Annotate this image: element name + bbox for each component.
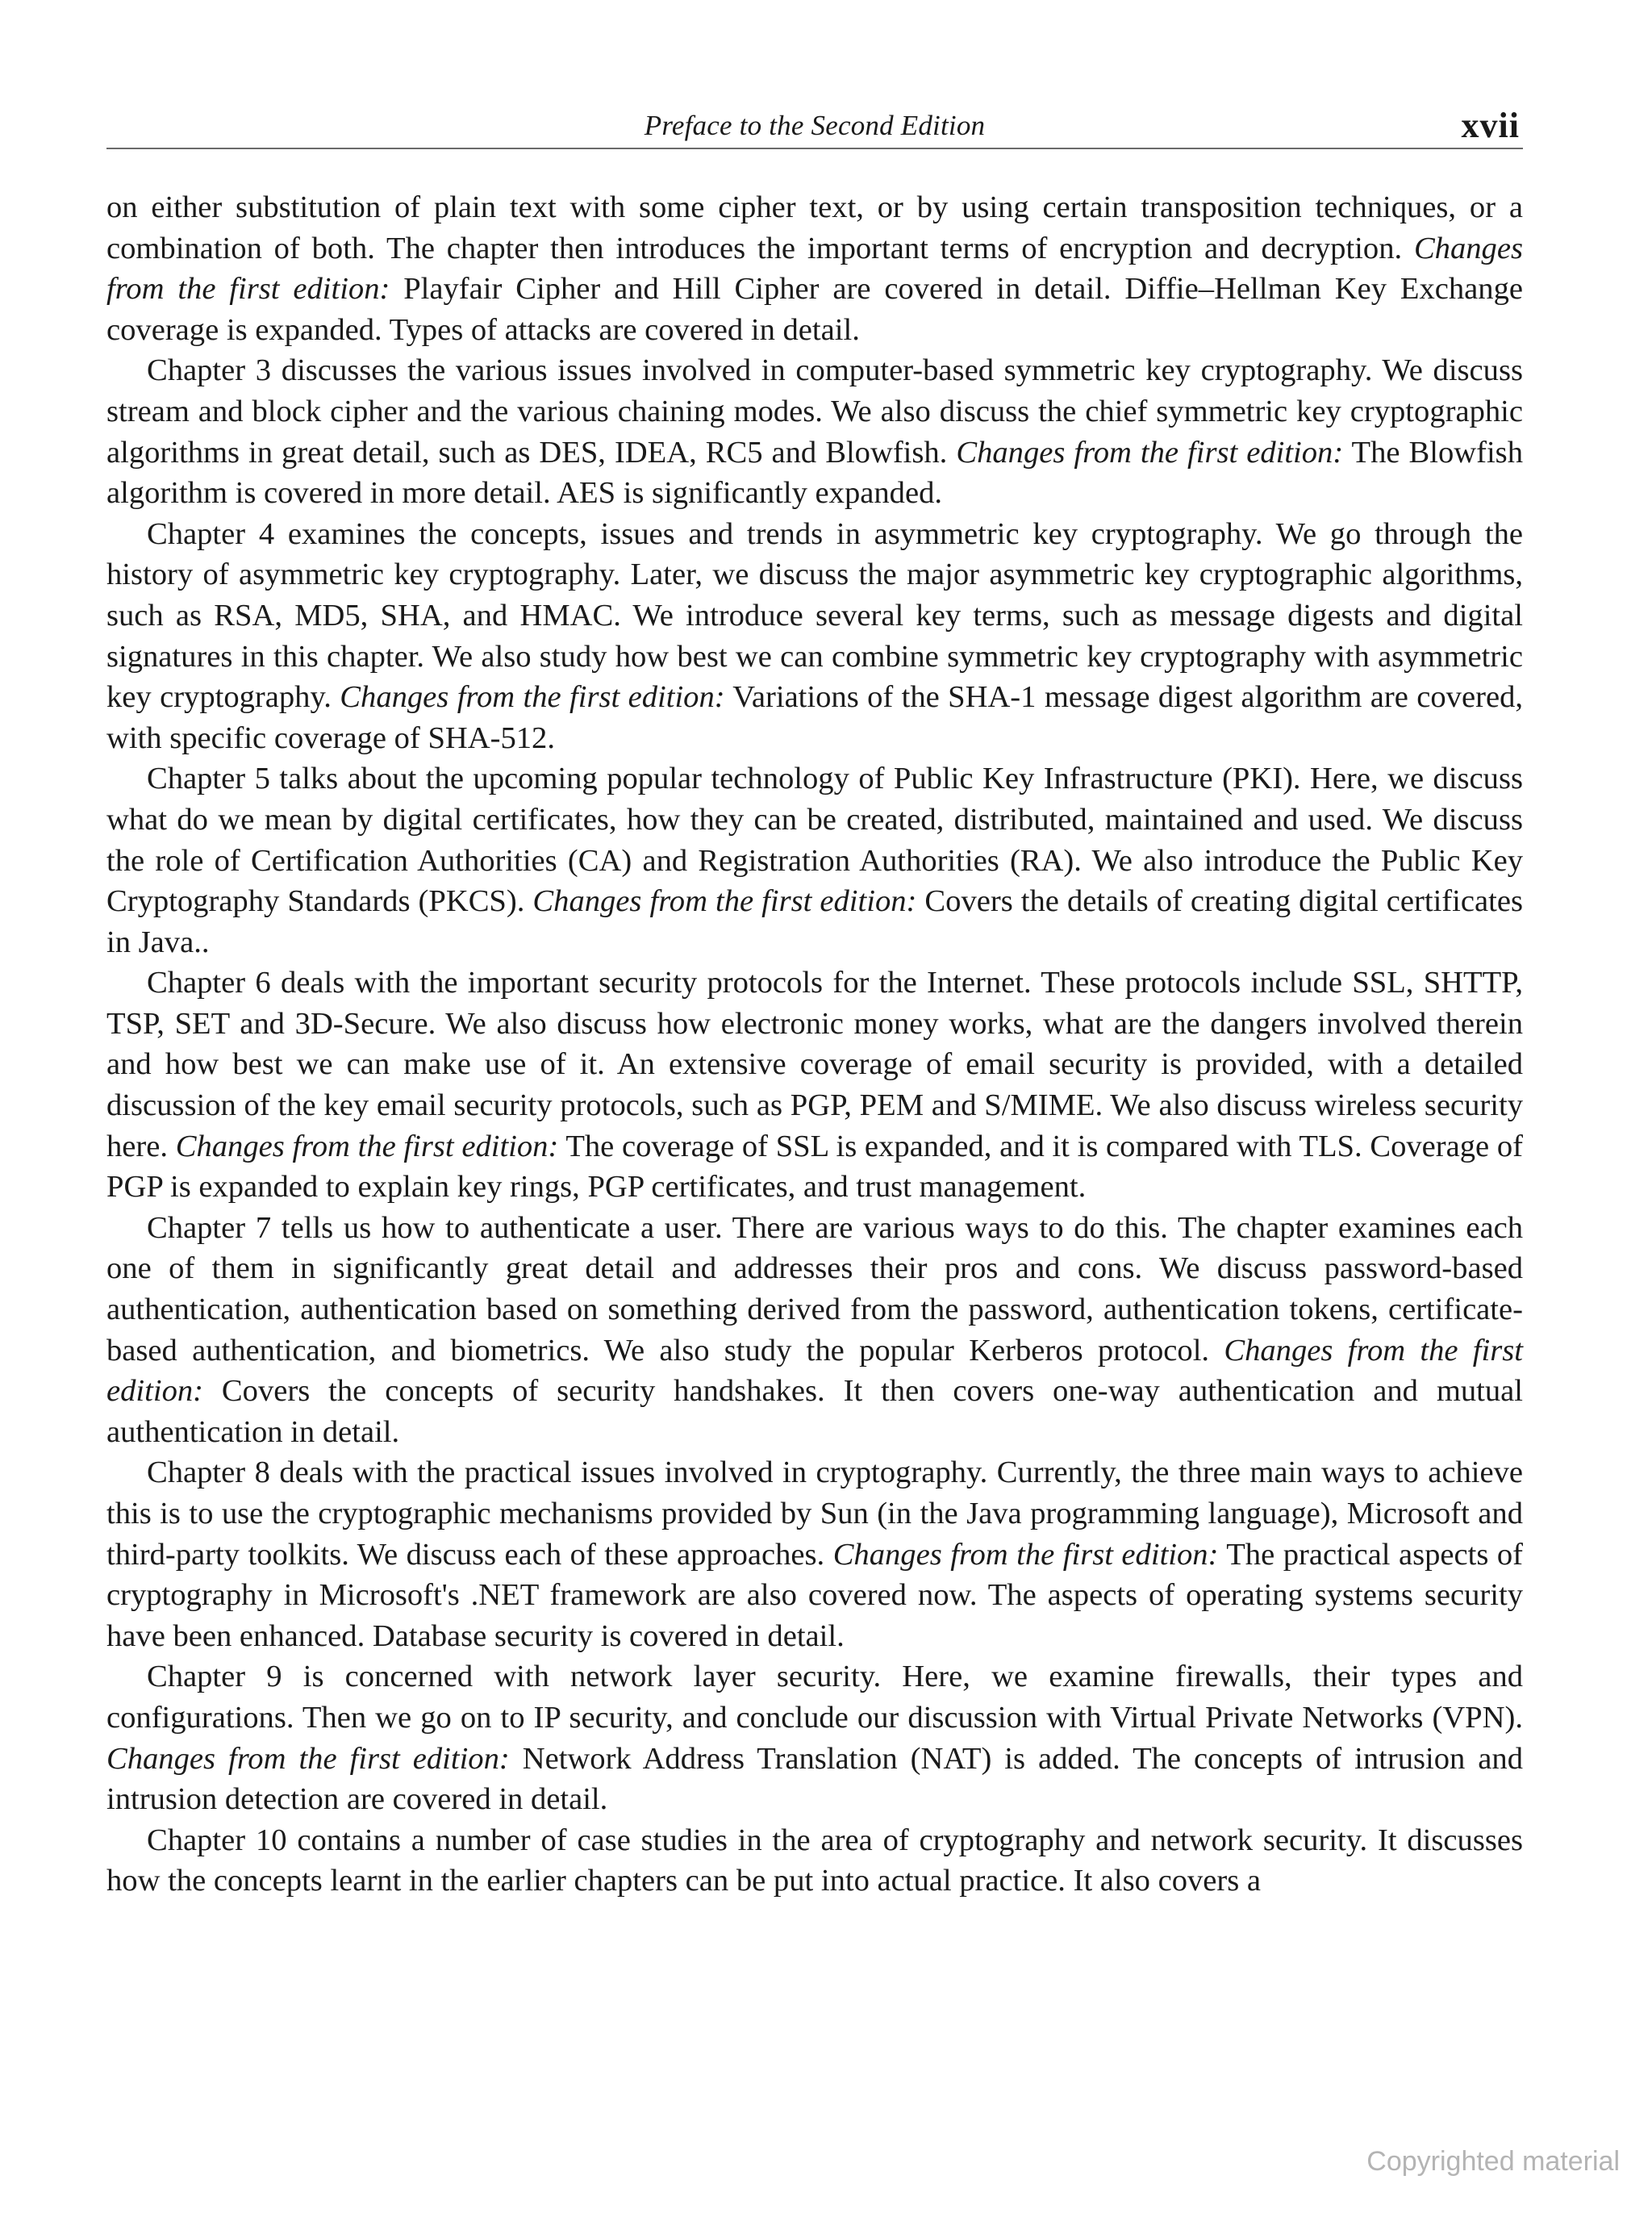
page-header (106, 106, 1523, 147)
paragraph-text: Chapter 3 discusses the various issues involved in computer-based symmetric key cryptography. We discuss stream and block cipher and the various chaining modes. We also discuss the chief symmetric key cryptographic algorithms in great detail, such as DES, IDEA, RC5 and Blowfish. (106, 353, 1523, 470)
changes-label: Changes from the first edition: (106, 1741, 510, 1776)
paragraph (106, 350, 1523, 513)
running-head: Preface to the Second Edition (644, 110, 986, 141)
paragraph-text: Playfair Cipher and Hill Cipher are covered in detail. Diffie–Hellman Key Exchange coverage is expanded. Types of attacks are covered in detail. (106, 272, 1523, 347)
header-rule (106, 148, 1523, 149)
paragraph-text: Chapter 9 is concerned with network layer security. Here, we examine firewalls, their types and configurations. Then we go on to IP security, and conclude our discussion with Virtual Private Networks (VPN). (106, 1660, 1523, 1735)
copyright-watermark: Copyrighted material (1366, 2146, 1620, 2177)
page-number: xvii (1461, 106, 1520, 145)
paragraph-text: Chapter 4 examines the concepts, issues and trends in asymmetric key cryptography. We go through the history of asymmetric key cryptography. Later, we discuss the major asymmetric key cryptographic algorithms, such as RSA, MD5, SHA, and HMAC. We introduce several key terms, such as message digests and digital signatures in this chapter. We also study how best we can combine symmetric key cryptography with asymmetric key cryptography. (106, 516, 1523, 715)
paragraph (106, 758, 1523, 962)
paragraph-text: The coverage of SSL is expanded, and it is compared with TLS. Coverage of PGP is expanded to explain key rings, PGP certificates, and trust management. (106, 1129, 1523, 1205)
paragraph-text: Chapter 5 talks about the upcoming popular technology of Public Key Infrastructure (PKI). Here, we discuss what do we mean by digital certificates, how they can be created, distributed, maintained and used. We discuss the role of Certification Authorities (CA) and Registration Authorities (RA). We also introduce the Public Key Cryptography Standards (PKCS). (106, 762, 1523, 919)
paragraph (106, 962, 1523, 1208)
paragraph-text: Chapter 8 deals with the practical issues involved in cryptography. Currently, the three main ways to achieve this is to use the cryptographic mechanisms provided by Sun (in the Java programming language), Microsoft and third-party toolkits. We discuss each of these approaches. (106, 1455, 1523, 1572)
paragraph-text: Covers the concepts of security handshakes. It then covers one-way authentication and mutual authentication in detail. (106, 1374, 1523, 1449)
changes-label: Changes from the first edition: (106, 231, 1523, 307)
paragraph-text: on either substitution of plain text with some cipher text, or by using certain transposition techniques, or a combination of both. The chapter then introduces the important terms of encryption and decryption. (106, 190, 1523, 265)
changes-label: Changes from the first edition: (340, 680, 725, 715)
body-text (106, 187, 1523, 1902)
paragraph-text: Chapter 6 deals with the important security protocols for the Internet. These protocols include SSL, SHTTP, TSP, SET and 3D-Secure. We also discuss how electronic money works, what are the dangers involved therein and how best we can make use of it. An extensive coverage of email security is provided, with a detailed discussion of the key email security protocols, such as PGP, PEM and S/MIME. We also discuss wireless security here. (106, 966, 1523, 1163)
paragraph (106, 1208, 1523, 1453)
paragraph-text: The practical aspects of cryptography in Microsoft's .NET framework are also covered now. The aspects of operating systems security have been enhanced. Database security is covered in detail. (106, 1537, 1523, 1653)
changes-label: Changes from the first edition: (532, 884, 917, 919)
paragraph (106, 187, 1523, 350)
paragraph-text: Variations of the SHA-1 message digest algorithm are covered, with specific coverage of SHA-512. (106, 680, 1523, 755)
paragraph (106, 1452, 1523, 1656)
changes-label: Changes from the first edition: (106, 1333, 1523, 1409)
changes-label: Changes from the first edition: (832, 1537, 1219, 1572)
paragraph-text: Covers the details of creating digital certificates in Java.. (106, 884, 1523, 959)
paragraph-text: Network Address Translation (NAT) is added. The concepts of intrusion and intrusion detection are covered in detail. (106, 1741, 1523, 1817)
paragraph-text: Chapter 7 tells us how to authenticate a user. There are various ways to do this. The chapter examines each one of them in significantly great detail and addresses their pros and cons. We discuss password-based authentication, authentication based on something derived from the password, authentication tokens, certificate-based authentication, and biometrics. We also study the popular Kerberos protocol. (106, 1210, 1523, 1368)
changes-label: Changes from the first edition: (175, 1129, 559, 1163)
paragraph (106, 514, 1523, 759)
paragraph-text: The Blowfish algorithm is covered in more detail. AES is significantly expanded. (106, 435, 1523, 511)
paragraph-text: Chapter 10 contains a number of case studies in the area of cryptography and network security. It discusses how the concepts learnt in the earlier chapters can be put into actual practice. It also covers a (106, 1823, 1523, 1898)
changes-label: Changes from the first edition: (956, 435, 1344, 470)
paragraph (106, 1656, 1523, 1819)
paragraph (106, 1820, 1523, 1902)
